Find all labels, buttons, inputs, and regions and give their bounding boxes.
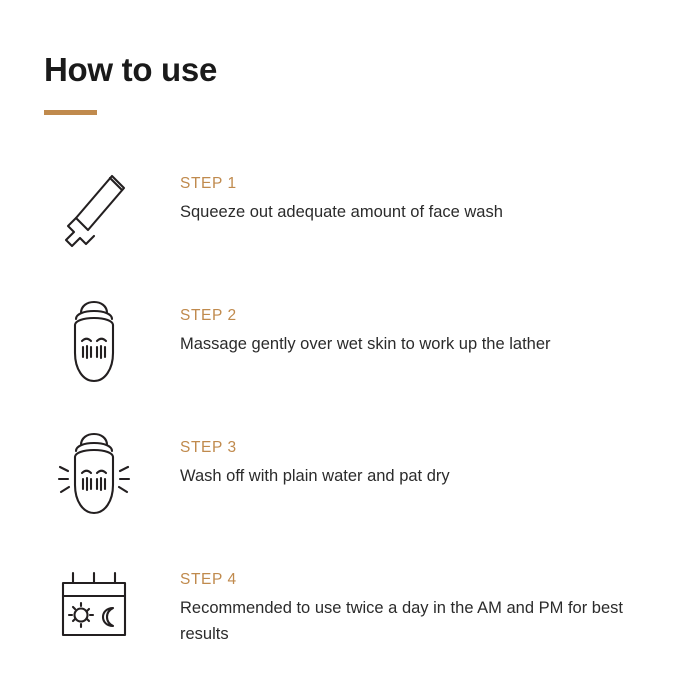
step-label: STEP 2 xyxy=(180,307,237,325)
step-body xyxy=(144,427,450,490)
title-underline-rule xyxy=(44,110,97,115)
list-item xyxy=(44,163,635,259)
step-text: Wash off with plain water and pat dry xyxy=(180,467,450,486)
step-text: Massage gently over wet skin to work up the lather xyxy=(180,335,551,354)
step-text: Squeeze out adequate amount of face wash xyxy=(180,203,503,222)
page-title: How to use xyxy=(44,51,218,88)
step-body xyxy=(144,559,635,647)
tube-icon xyxy=(44,163,144,259)
step-label: STEP 3 xyxy=(180,439,237,457)
steps-list xyxy=(44,163,635,655)
step-body xyxy=(144,295,551,358)
list-item xyxy=(44,295,635,391)
step-body xyxy=(144,163,503,226)
face-massage-icon xyxy=(44,295,144,391)
list-item xyxy=(44,559,635,655)
face-splash-icon xyxy=(44,427,144,523)
step-label: STEP 1 xyxy=(180,175,237,193)
calendar-sun-moon-icon xyxy=(44,559,144,655)
list-item xyxy=(44,427,635,523)
step-text: Recommended to use twice a day in the AM and PM for best results xyxy=(180,599,623,643)
step-label: STEP 4 xyxy=(180,571,237,589)
